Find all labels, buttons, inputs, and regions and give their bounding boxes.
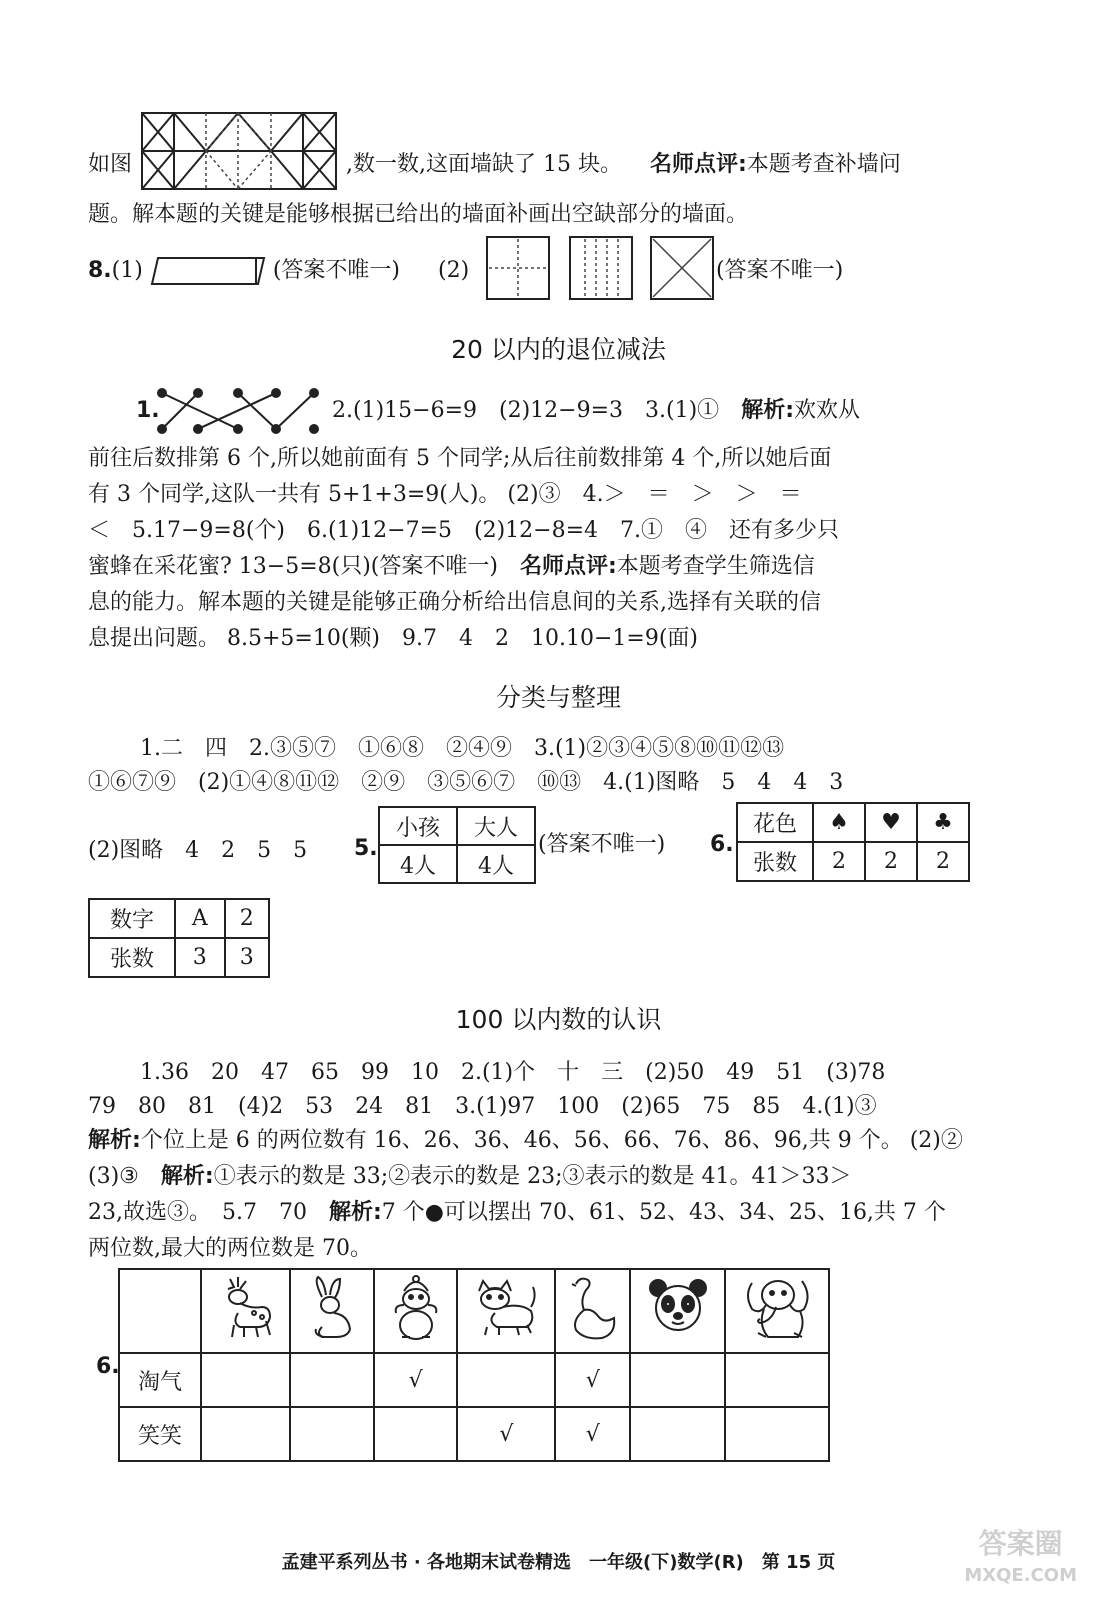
section-title-classification: 分类与整理 <box>495 683 621 712</box>
table-cell <box>201 1353 290 1407</box>
table-cell <box>290 1407 374 1461</box>
table-header-adults: 大人 <box>457 807 535 845</box>
cls-q5-number: 5. <box>354 836 378 861</box>
cat-icon <box>457 1269 555 1353</box>
num-line1: 1.36 20 47 65 99 10 2.(1)个 十 三 (2)50 49 51 (3)78 <box>140 1060 886 1085</box>
q8-note2: (答案不唯一) <box>716 258 844 283</box>
table-suits <box>736 802 970 882</box>
heart-icon: ♥ <box>865 803 917 842</box>
q8-line <box>88 256 469 286</box>
table-cell: √ <box>555 1353 630 1407</box>
cls-line3: (2)图略 4 2 5 5 <box>88 838 308 863</box>
sub-line6: 息的能力。解本题的关键是能够正确分析给出信息间的关系,选择有关联的信 <box>88 590 821 615</box>
table-cell: 2 <box>865 842 917 881</box>
watermark: 答案圈 MXQE.COM <box>964 1527 1077 1586</box>
square-stripes-figure <box>569 236 633 300</box>
rabbit-icon <box>290 1269 374 1353</box>
num-q6-number: 6. <box>96 1354 120 1379</box>
table-row-label: 张数 <box>89 938 175 977</box>
table-cell: √ <box>457 1407 555 1461</box>
cls-line1: 1.二 四 2.③⑤⑦ ①⑥⑧ ②④⑨ 3.(1)②③④⑤⑧⑩⑪⑫⑬ <box>140 736 785 761</box>
sub-line2: 前往后数排第 6 个,所以她前面有 5 个同学;从后往前数排第 4 个,所以她后面 <box>88 446 832 471</box>
square-cross-figure <box>486 236 550 300</box>
table-cell <box>630 1407 725 1461</box>
elephant-icon <box>725 1269 829 1353</box>
table-cell <box>457 1353 555 1407</box>
sub-line3: 有 3 个同学,这队一共有 5+1+3=9(人)。 (2)③ 4.＞ ＝ ＞ ＞ ＝ <box>88 482 802 507</box>
cls-line2: ①⑥⑦⑨ (2)①④⑧⑪⑫ ②⑨ ③⑤⑥⑦ ⑩⑬ 4.(1)图略 5 4 4 3 <box>88 770 844 795</box>
table-cell: 4人 <box>379 845 457 883</box>
table-cell <box>725 1407 829 1461</box>
sub-line1: 2.(1)15−6=9 (2)12−9=3 3.(1)① 解析:欢欢从 <box>332 398 861 423</box>
square-diagonal-figure <box>650 236 714 300</box>
table-cell <box>725 1353 829 1407</box>
table-cell: √ <box>374 1353 458 1407</box>
table-row-label: 淘气 <box>119 1353 201 1407</box>
cls-note5: (答案不唯一) <box>538 832 666 857</box>
cls-q6-number: 6. <box>710 832 734 857</box>
matching-lines-figure <box>154 385 324 437</box>
table-row-label: 数字 <box>89 899 175 938</box>
num-line2: 79 80 81 (4)2 53 24 81 3.(1)97 100 (2)65 75 85 4.(1)③ <box>88 1094 877 1119</box>
num-line5: 23,故选③。 5.7 70 解析:7 个●可以摆出 70、61、52、43、34、25、16,共 7 个 <box>88 1200 946 1225</box>
table-card-numbers <box>88 898 270 978</box>
q8-part2: (2) <box>438 258 470 283</box>
table-cell: 2 <box>225 899 269 938</box>
table-row-label: 笑笑 <box>119 1407 201 1461</box>
table-cell <box>290 1353 374 1407</box>
q7-review-text: 本题考查补墙问 <box>746 152 901 177</box>
swan-icon <box>555 1269 630 1353</box>
table-cell <box>374 1407 458 1461</box>
table-cell: 2 <box>917 842 969 881</box>
q7-prefix: 如图 <box>88 152 133 177</box>
table-header-children: 小孩 <box>379 807 457 845</box>
q8-number: 8. <box>88 258 112 283</box>
table-children-adults <box>378 806 536 884</box>
club-icon: ♣ <box>917 803 969 842</box>
section-title-subtraction: 20 以内的退位减法 <box>451 335 666 364</box>
q7-review-label: 名师点评: <box>649 152 747 177</box>
q1-number: 1. <box>136 398 160 423</box>
sub-line5: 蜜蜂在采花蜜? 13−5=8(只)(答案不唯一) 名师点评:本题考查学生筛选信 <box>88 554 815 579</box>
q7-line1 <box>88 140 901 190</box>
panda-icon <box>630 1269 725 1353</box>
deer-icon <box>201 1269 290 1353</box>
table-cell <box>630 1353 725 1407</box>
table-cell: 4人 <box>457 845 535 883</box>
q8-part1: (1) <box>111 258 143 283</box>
table-cell: 3 <box>175 938 225 977</box>
table-cell: 2 <box>813 842 865 881</box>
num-line3: 解析:个位上是 6 的两位数有 16、26、36、46、56、66、76、86、96,共 9 个。 (2)② <box>88 1128 963 1153</box>
table-row-label: 张数 <box>737 842 813 881</box>
sub-line4: ＜ 5.17−9=8(个) 6.(1)12−7=5 (2)12−8=4 7.① ④ 还有多少只 <box>88 518 840 543</box>
q8-note1: (答案不唯一) <box>272 258 401 283</box>
table-cell <box>201 1407 290 1461</box>
table-cell: 3 <box>225 938 269 977</box>
spade-icon: ♠ <box>813 803 865 842</box>
q7-after: ,数一数,这面墙缺了 15 块。 <box>346 152 622 177</box>
table-corner-cell <box>119 1269 201 1353</box>
parallelogram-figure <box>150 256 266 286</box>
penguin-icon <box>374 1269 458 1353</box>
page-footer: 孟建平系列丛书 · 各地期末试卷精选 一年级(下)数学(R) 第 15 页 <box>281 1552 836 1573</box>
section-title-numbers: 100 以内数的认识 <box>455 1005 662 1034</box>
num-line4: (3)③ 解析:①表示的数是 33;②表示的数是 23;③表示的数是 41。41＞33＞ <box>88 1164 852 1189</box>
table-animals <box>118 1268 830 1462</box>
table-cell: A <box>175 899 225 938</box>
table-cell: √ <box>555 1407 630 1461</box>
q7-line2: 题。解本题的关键是能够根据已给出的墙面补画出空缺部分的墙面。 <box>88 202 749 227</box>
wall-figure <box>141 112 337 190</box>
sub-line7: 息提出问题。 8.5+5=10(颗) 9.7 4 2 10.10−1=9(面) <box>88 626 698 651</box>
table-row-label: 花色 <box>737 803 813 842</box>
num-line6: 两位数,最大的两位数是 70。 <box>88 1236 372 1261</box>
